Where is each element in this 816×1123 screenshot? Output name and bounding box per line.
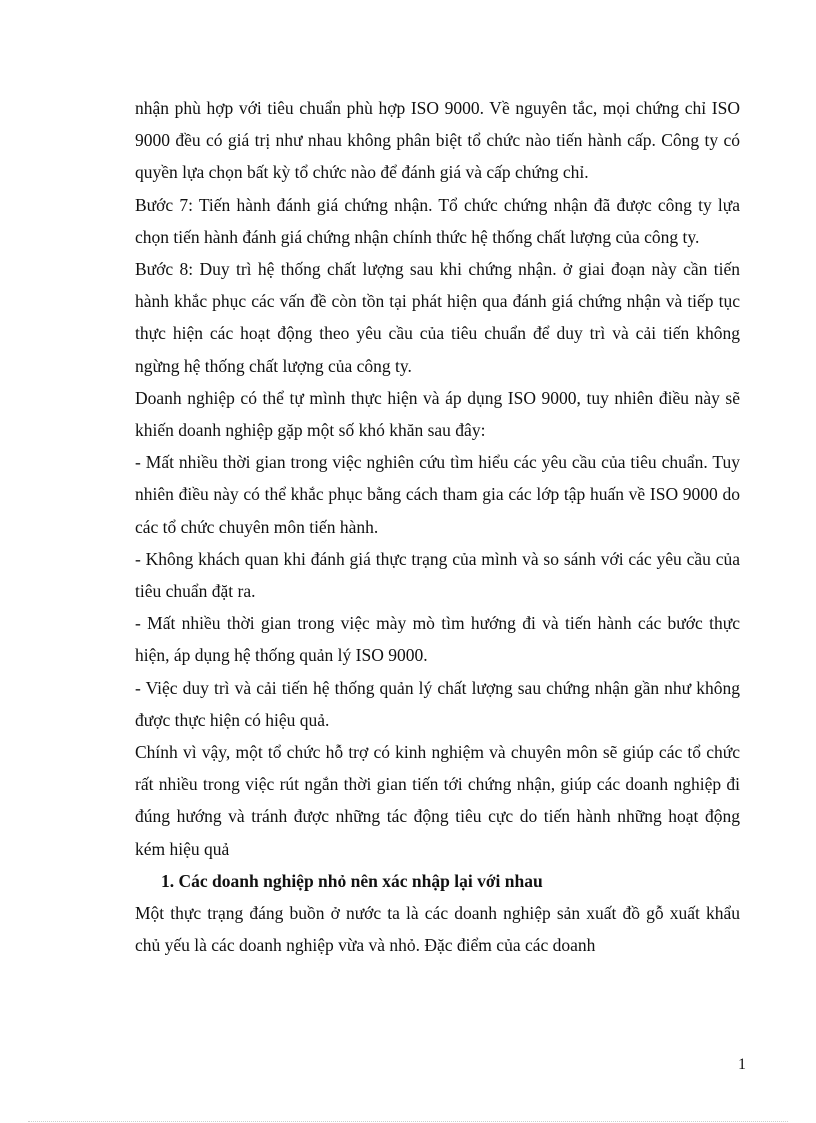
bullet-maintenance: - Việc duy trì và cải tiến hệ thống quản lý chất lượng sau chứng nhận gần như không được thực hiện có hiệu quả. bbox=[135, 677, 740, 730]
page-number: 1 bbox=[738, 1056, 746, 1073]
bullet-time-research: - Mất nhiều thời gian trong việc nghiên cứu tìm hiểu các yêu cầu của tiêu chuẩn. Tuy nhiên điều này có thể khắc phục bằng cách tham gia các lớp tập huấn về ISO 9000 do các tổ chức chuyên môn tiến hành. bbox=[135, 452, 740, 537]
page-bottom-divider bbox=[28, 1121, 788, 1122]
paragraph-current-situation: Một thực trạng đáng buồn ở nước ta là các doanh nghiệp sản xuất đồ gỗ xuất khẩu chủ yếu là các doanh nghiệp vừa và nhỏ. Đặc điểm của các doanh bbox=[135, 903, 740, 956]
paragraph-certificate-validity: nhận phù hợp với tiêu chuẩn phù hợp ISO 9000. Về nguyên tắc, mọi chứng chỉ ISO 9000 đều có giá trị như nhau không phân biệt tổ chức nào tiến hành cấp. Công ty có quyền lựa chọn bất kỳ tổ chức nào để đánh giá và cấp chứng chỉ. bbox=[135, 98, 740, 183]
section-heading: 1. Các doanh nghiệp nhỏ nên xác nhập lại với nhau bbox=[161, 870, 543, 891]
body-text bbox=[135, 92, 740, 961]
bullet-time-direction: - Mất nhiều thời gian trong việc mày mò tìm hướng đi và tiến hành các bước thực hiện, áp dụng hệ thống quản lý ISO 9000. bbox=[135, 613, 740, 666]
paragraph-step-8: Bước 8: Duy trì hệ thống chất lượng sau khi chứng nhận. ở giai đoạn này cần tiến hành khắc phục các vấn đề còn tồn tại phát hiện qua đánh giá chứng nhận và tiếp tục thực hiện các hoạt động theo yêu cầu của tiêu chuẩn để duy trì và cải tiến không ngừng hệ thống chất lượng của công ty. bbox=[135, 259, 740, 376]
paragraph-difficulties-intro: Doanh nghiệp có thể tự mình thực hiện và áp dụng ISO 9000, tuy nhiên điều này sẽ khiến doanh nghiệp gặp một số khó khăn sau đây: bbox=[135, 387, 740, 441]
paragraph-step-7: Bước 7: Tiến hành đánh giá chứng nhận. Tổ chức chứng nhận đã được công ty lựa chọn tiến hành đánh giá chứng nhận chính thức hệ thống chất lượng của công ty. bbox=[135, 194, 740, 247]
bullet-not-objective: - Không khách quan khi đánh giá thực trạng của mình và so sánh với các yêu cầu của tiêu chuẩn đặt ra. bbox=[135, 548, 740, 602]
paragraph-support-organization: Chính vì vậy, một tổ chức hỗ trợ có kinh nghiệm và chuyên môn sẽ giúp các tổ chức rất nhiều trong việc rút ngắn thời gian tiến tới chứng nhận, giúp các doanh nghiệp đi đúng hướng và tránh được những tác động tiêu cực do tiến hành những hoạt động kém hiệu quả bbox=[135, 742, 740, 859]
